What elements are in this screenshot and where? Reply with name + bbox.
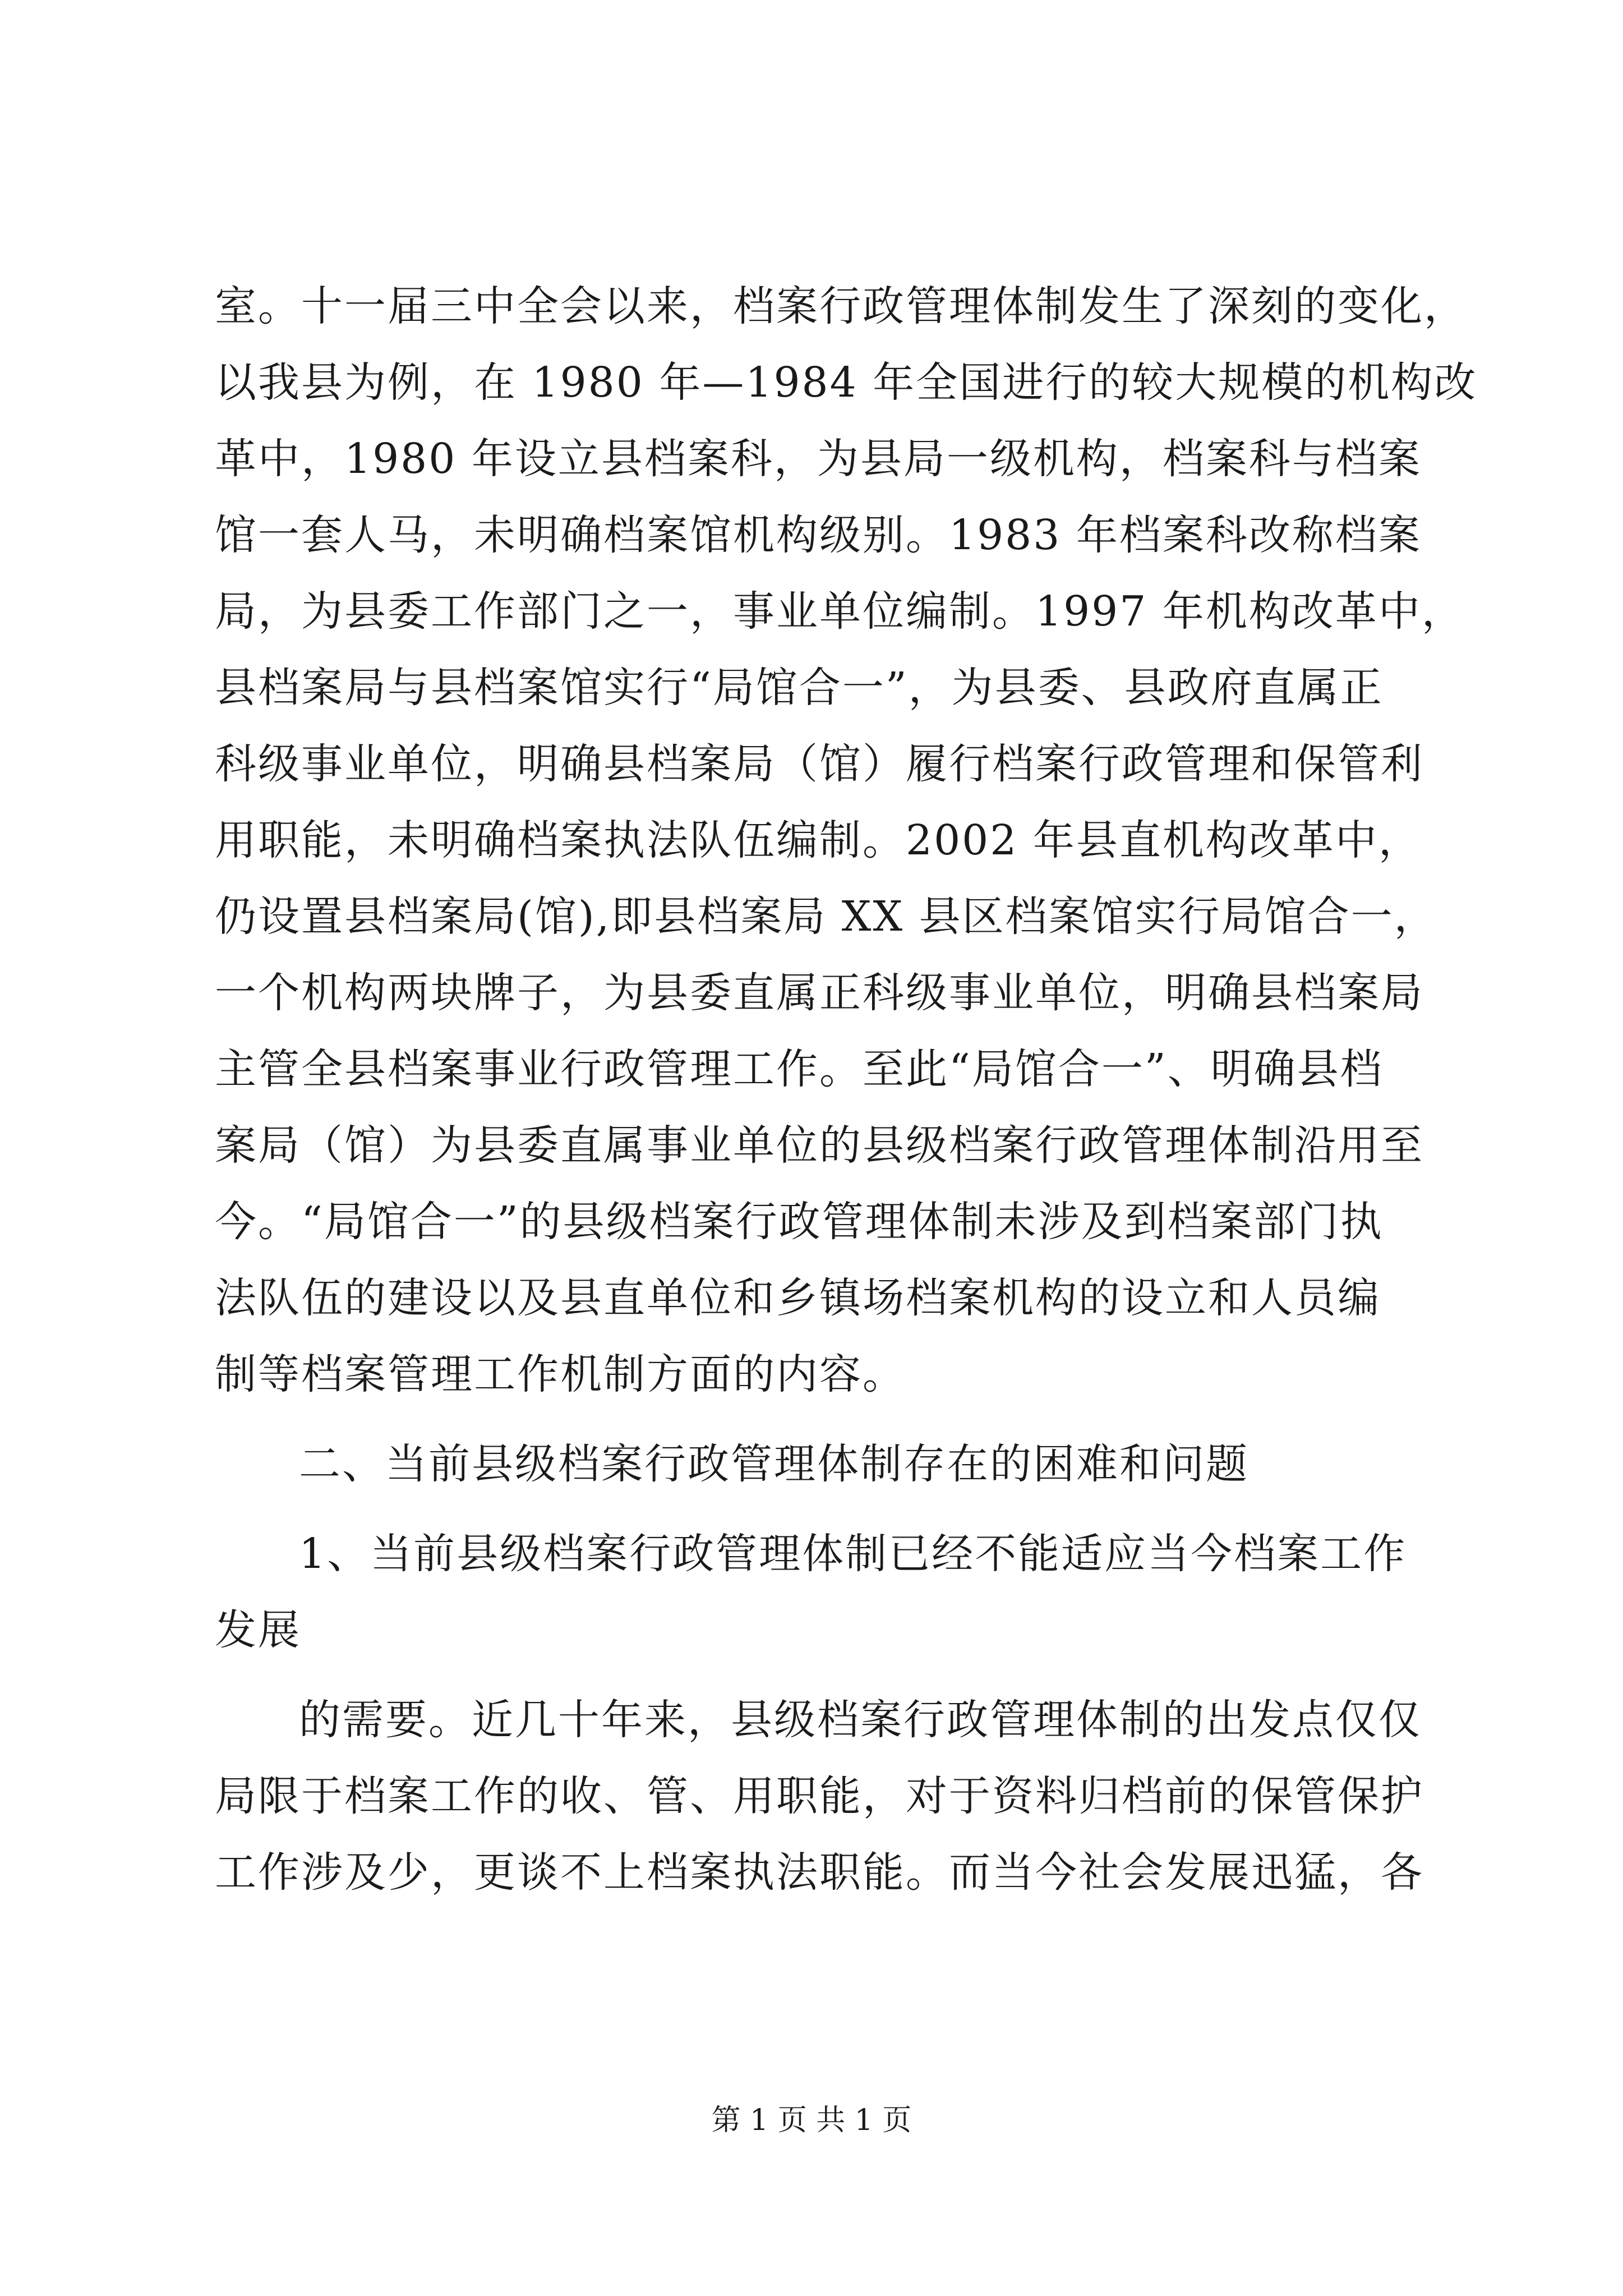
text-line: 主管全县档案事业行政管理工作。至此“局馆合一”、明确县档 (215, 1045, 1384, 1093)
page-number-label: 第 1 页 共 1 页 (711, 2104, 912, 2137)
paragraph-point-1-continued (215, 1682, 1424, 1911)
text-line: 发展 (215, 1606, 301, 1654)
document-body (215, 268, 1478, 1911)
text-line: 制等档案管理工作机制方面的内容。 (215, 1350, 906, 1398)
section-heading (215, 1426, 1415, 1502)
text-line: 县档案局与县档案馆实行“局馆合一”，为县委、县政府直属正 (215, 664, 1384, 712)
section-heading-text: 二、当前县级档案行政管理体制存在的困难和问题 (299, 1440, 1249, 1488)
text-line: 的需要。近几十年来，县级档案行政管理体制的出发点仅仅 (299, 1696, 1422, 1744)
paragraph-point-1 (215, 1516, 1415, 1668)
text-line: 今。“局馆合一”的县级档案行政管理体制未涉及到档案部门执 (215, 1198, 1384, 1246)
paragraph-gap (215, 1412, 1415, 1426)
paragraph-gap (215, 1502, 1415, 1516)
text-line: 1、当前县级档案行政管理体制已经不能适应当今档案工作 (299, 1530, 1407, 1578)
text-line: 法队伍的建设以及县直单位和乡镇场档案机构的设立和人员编 (215, 1274, 1381, 1322)
text-line: 工作涉及少，更谈不上档案执法职能。而当今社会发展迅猛，各 (215, 1848, 1424, 1897)
text-line: 局，为县委工作部门之一，事业单位编制。1997 年机构改革中， (215, 587, 1465, 636)
paragraph-history (215, 268, 1478, 1412)
text-line: 案局（馆）为县委直属事业单位的县级档案行政管理体制沿用至 (215, 1121, 1424, 1170)
text-line: 仍设置县档案局(馆),即县档案局 XX 县区档案馆实行局馆合一， (215, 892, 1437, 941)
text-line: 用职能，未明确档案执法队伍编制。2002 年县直机构改革中， (215, 816, 1422, 864)
text-line: 室。十一届三中全会以来，档案行政管理体制发生了深刻的变化， (215, 282, 1467, 330)
text-line: 科级事业单位，明确县档案局（馆）履行档案行政管理和保管利 (215, 740, 1424, 788)
text-line: 馆一套人马，未明确档案馆机构级别。1983 年档案科改称档案 (215, 511, 1422, 559)
text-line: 革中，1980 年设立县档案科，为县局一级机构，档案科与档案 (215, 435, 1422, 483)
text-line: 以我县为例，在 1980 年—1984 年全国进行的较大规模的机构改 (215, 358, 1478, 407)
text-line: 一个机构两块牌子，为县委直属正科级事业单位，明确县档案局 (215, 969, 1424, 1017)
text-line: 局限于档案工作的收、管、用职能，对于资料归档前的保管保护 (215, 1772, 1424, 1820)
page-footer (0, 2101, 1623, 2140)
paragraph-gap (215, 1668, 1415, 1682)
